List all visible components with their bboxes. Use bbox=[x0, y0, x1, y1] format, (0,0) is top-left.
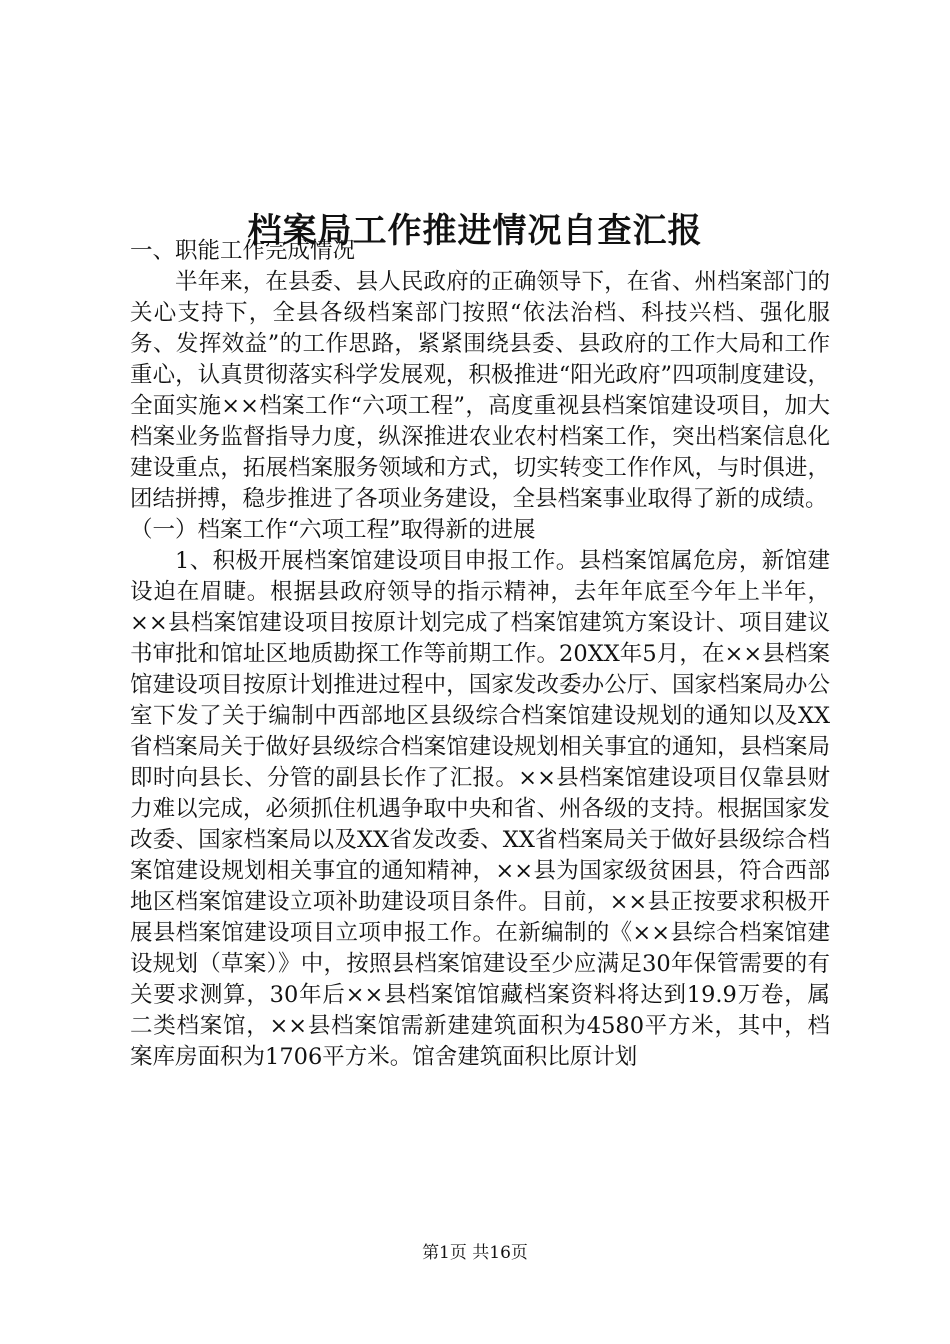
body-paragraph-1: 半年来，在县委、县人民政府的正确领导下，在省、州档案部门的关心支持下，全县各级档案部门按照“依法治档、科技兴档、强化服务、发挥效益”的工作思路，紧紧围绕县委、县政府的工作大局和工作重心，认真贯彻落实科学发展观，积极推进“阳光政府”四项制度建设，全面实施××档案工作“六项工程”，高度重视县档案馆建设项目，加大档案业务监督指导力度，纵深推进农业农村档案工作，突出档案信息化建设重点，拓展档案服务领域和方式，切实转变工作作风，与时俱进，团结拼搏，稳步推进了各项业务建设，全县档案事业取得了新的成绩。 bbox=[130, 269, 830, 512]
document-title: 档案局工作推进情况自查汇报 bbox=[247, 210, 703, 251]
body-paragraph-2: 1、积极开展档案馆建设项目申报工作。县档案馆属危房，新馆建设迫在眉睫。根据县政府领导的指示精神，去年年底至今年上半年，××县档案馆建设项目按原计划完成了档案馆建筑方案设计、项目建议书审批和馆址区地质勘探工作等前期工作。20XX年5月，在××县档案馆建设项目按原计划推进过程中，国家发改委办公厅、国家档案局办公室下发了关于编制中西部地区县级综合档案馆建设规划的通知以及XX省档案局关于做好县级综合档案馆建设规划相关事宜的通知，县档案局即时向县长、分管的副县长作了汇报。××县档案馆建设项目仅靠县财力难以完成，必须抓住机遇争取中央和省、州各级的支持。根据国家发改委、国家档案局以及XX省发改委、XX省档案局关于做好县级综合档案馆建设规划相关事宜的通知精神，××县为国家级贫困县，符合西部地区档案馆建设立项补助建设项目条件。目前，××县正按要求积极开展县档案馆建设项目立项申报工作。在新编制的《××县综合档案馆建设规划（草案）》中，按照县档案馆建设至少应满足30年保管需要的有关要求测算，30年后××县档案馆馆藏档案资料将达到19.9万卷，属二类档案馆，××县档案馆需新建建筑面积为4580平方米，其中，档案库房面积为1706平方米。馆舍建筑面积比原计划 bbox=[130, 548, 830, 1070]
section-heading: 一、职能工作完成情况 bbox=[130, 238, 356, 264]
page-footer: 第1页 共16页 bbox=[422, 1243, 528, 1263]
subsection-heading: （一）档案工作“六项工程”取得新的进展 bbox=[130, 517, 536, 543]
document-body bbox=[130, 236, 830, 1073]
